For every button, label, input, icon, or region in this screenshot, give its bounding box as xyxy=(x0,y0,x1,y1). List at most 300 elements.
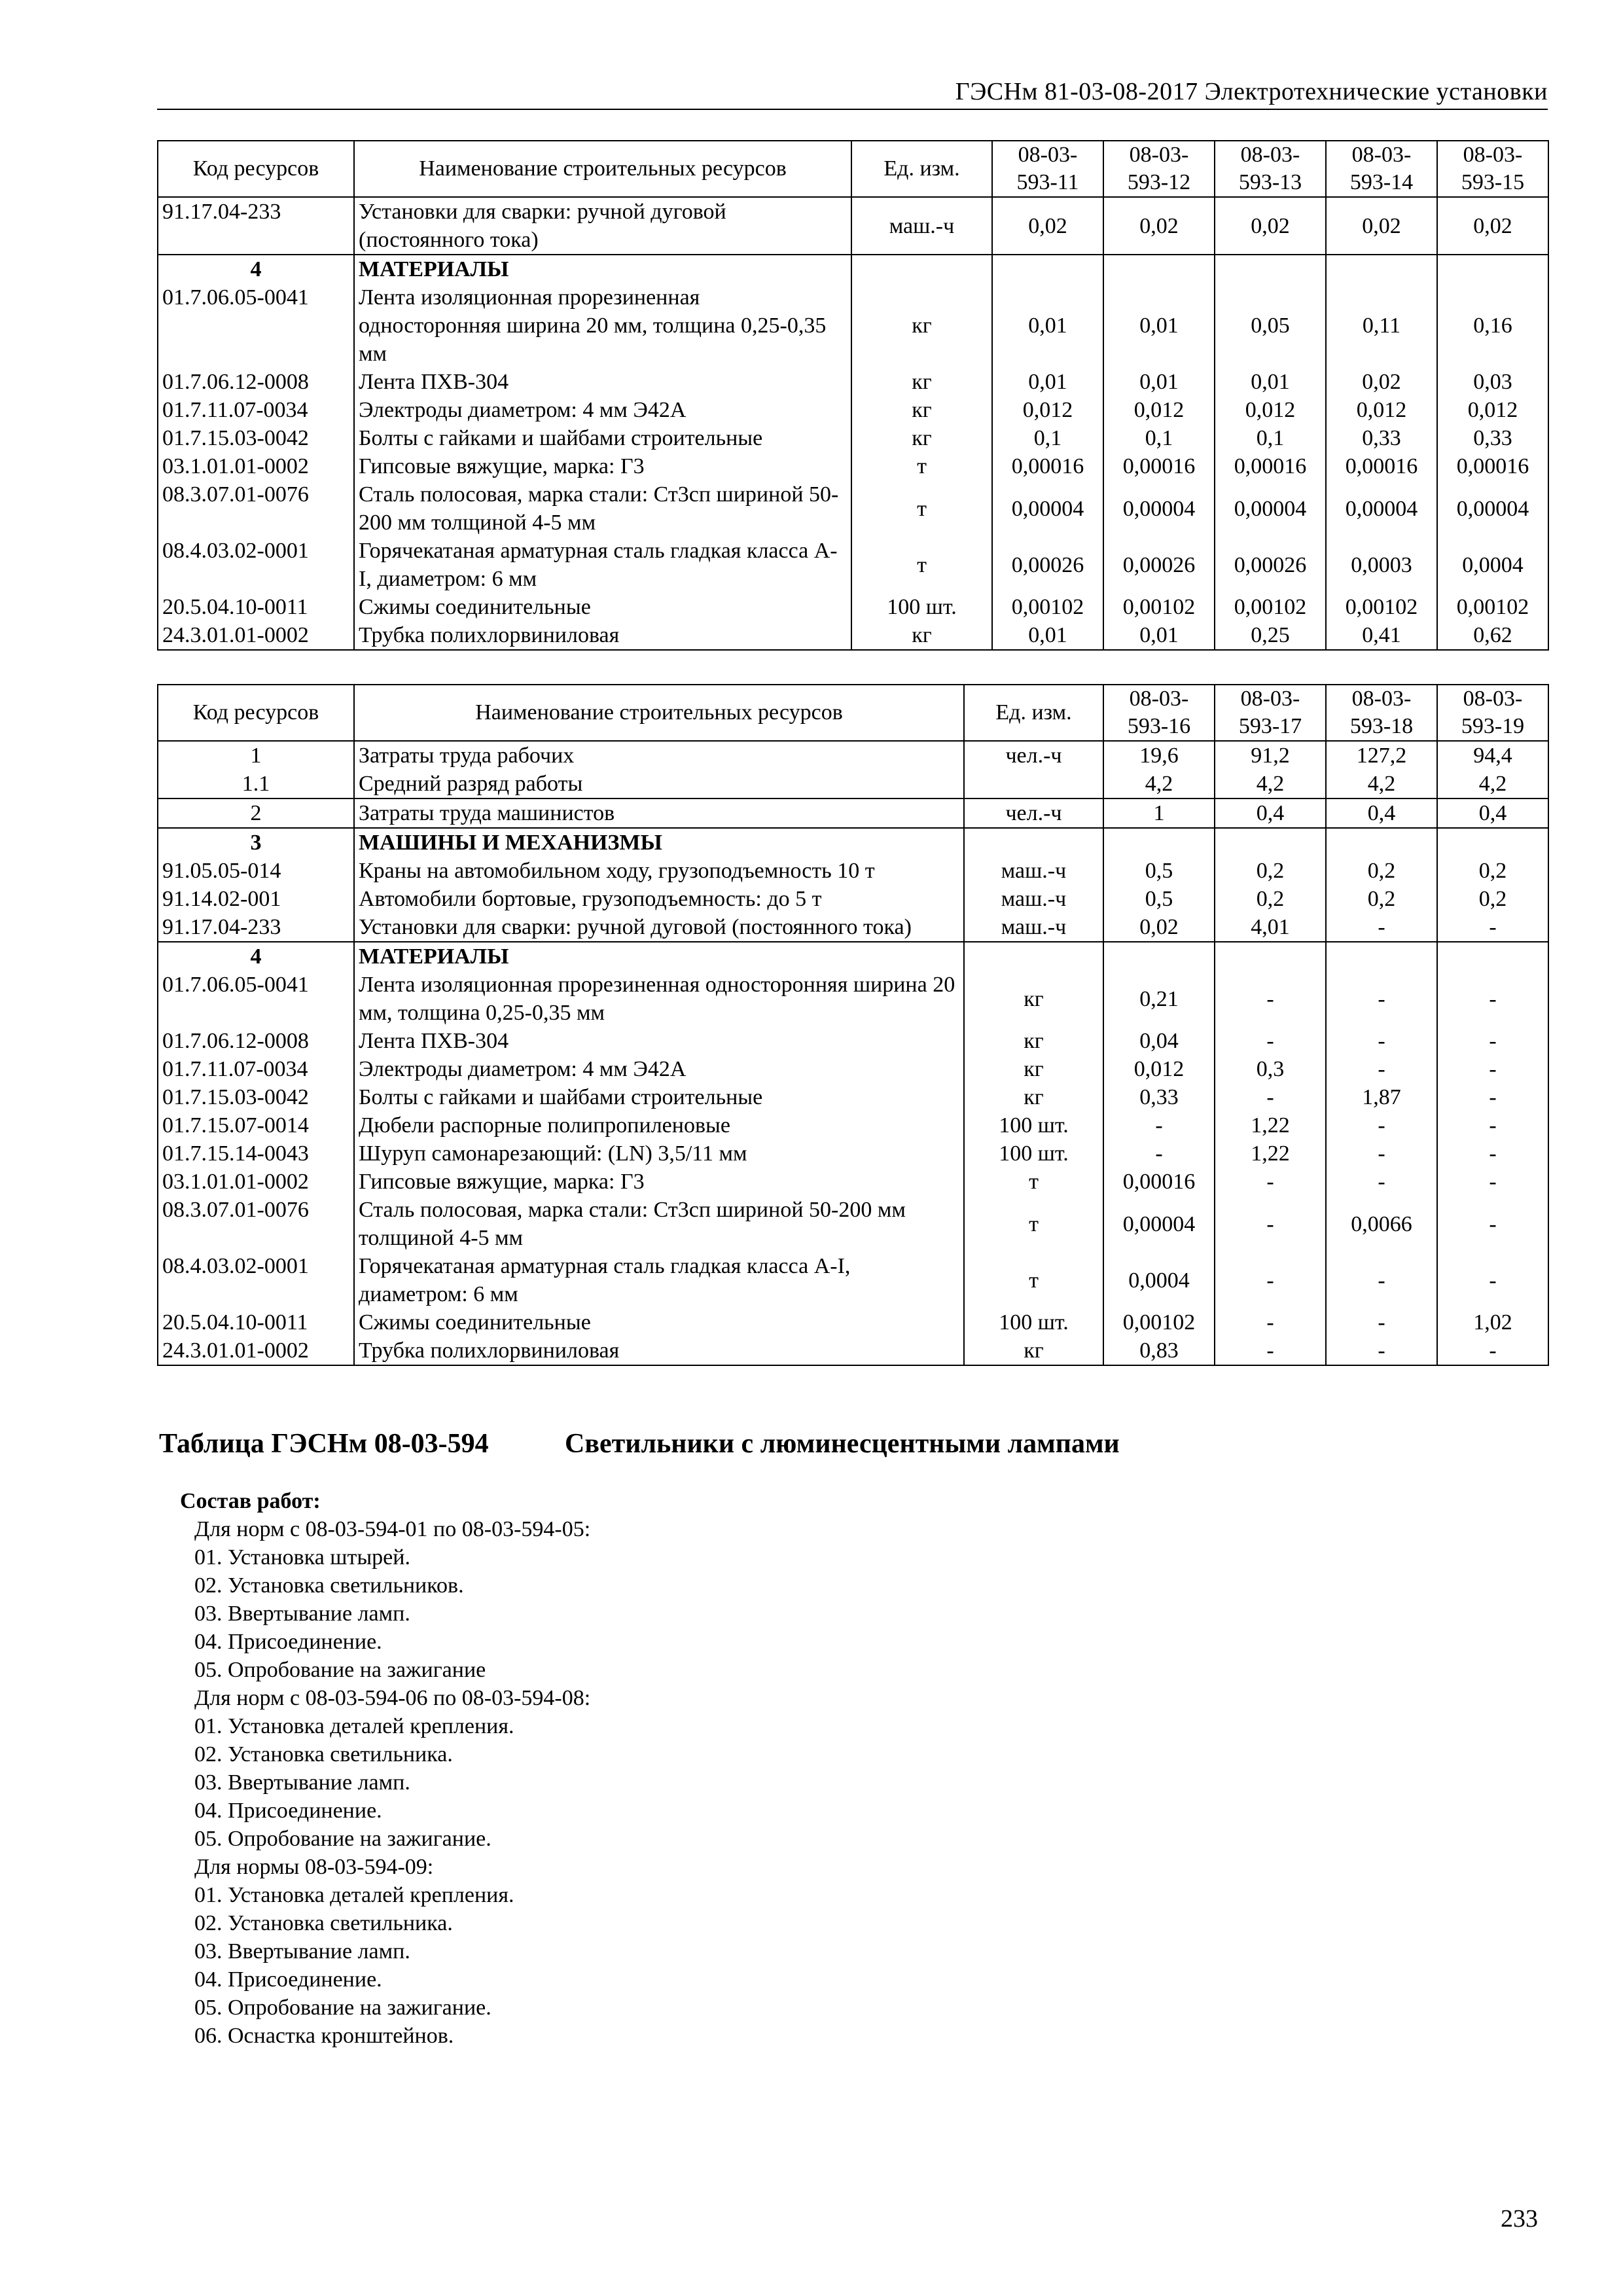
cell-value: - xyxy=(1437,1027,1548,1055)
cell-value: 0,33 xyxy=(1326,424,1437,452)
cell-name: Затраты труда рабочих xyxy=(354,741,964,770)
work-step: 05. Опробование на зажигание. xyxy=(194,1996,491,2020)
cell-value: - xyxy=(1326,1308,1437,1336)
cell-value xyxy=(1215,828,1326,857)
cell-value: 0,01 xyxy=(992,368,1103,396)
table-row xyxy=(158,770,1548,798)
col-header-code: Код ресурсов xyxy=(158,685,354,741)
table-row xyxy=(158,1308,1548,1336)
cell-code: 20.5.04.10-0011 xyxy=(158,1308,354,1336)
cell-value: - xyxy=(1215,1083,1326,1111)
cell-value: 0,012 xyxy=(1215,396,1326,424)
cell-value: - xyxy=(1215,1196,1326,1252)
cell-unit: 100 шт. xyxy=(964,1111,1103,1139)
cell-name: Краны на автомобильном ходу, грузоподъемность 10 т xyxy=(354,857,964,885)
col-header-norm xyxy=(1215,685,1326,741)
col-header-norm xyxy=(1437,141,1548,197)
cell-value: 0,5 xyxy=(1103,885,1215,913)
norm-bottom: 593-15 xyxy=(1461,170,1525,194)
cell-value: - xyxy=(1326,1111,1437,1139)
col-header-name: Наименование строительных ресурсов xyxy=(354,141,851,197)
cell-value: 0,4 xyxy=(1437,798,1548,828)
cell-code: 01.7.06.05-0041 xyxy=(158,283,354,368)
cell-unit: 100 шт. xyxy=(964,1308,1103,1336)
cell-code: 20.5.04.10-0011 xyxy=(158,593,354,621)
cell-value: 0,00016 xyxy=(1215,452,1326,480)
table-row xyxy=(158,1083,1548,1111)
cell-name: Автомобили бортовые, грузоподъемность: до 5 т xyxy=(354,885,964,913)
cell-unit: маш.-ч xyxy=(964,913,1103,942)
cell-value xyxy=(1437,942,1548,971)
cell-unit xyxy=(964,770,1103,798)
cell-code: 08.4.03.02-0001 xyxy=(158,537,354,593)
cell-value: 4,01 xyxy=(1215,913,1326,942)
work-step: 04. Присоединение. xyxy=(194,1967,382,1992)
cell-value: 0,03 xyxy=(1437,368,1548,396)
cell-value: 0,02 xyxy=(992,197,1103,255)
cell-code: 91.14.02-001 xyxy=(158,885,354,913)
cell-unit xyxy=(964,828,1103,857)
work-step: 01. Установка деталей крепления. xyxy=(194,1883,514,1907)
cell-name: Горячекатаная арматурная сталь гладкая класса А-I, диаметром: 6 мм xyxy=(354,537,851,593)
norm-top: 08-03- xyxy=(1129,143,1189,167)
section-heading xyxy=(159,1428,1120,1460)
col-header-code: Код ресурсов xyxy=(158,141,354,197)
cell-name: Сталь полосовая, марка стали: Ст3сп шириной 50-200 мм толщиной 4-5 мм xyxy=(354,480,851,537)
cell-name: МАШИНЫ И МЕХАНИЗМЫ xyxy=(354,828,964,857)
col-header-unit: Ед. изм. xyxy=(851,141,992,197)
cell-value: 0,4 xyxy=(1326,798,1437,828)
cell-value: 0,1 xyxy=(1103,424,1215,452)
cell-code: 08.3.07.01-0076 xyxy=(158,480,354,537)
cell-code: 01.7.15.03-0042 xyxy=(158,1083,354,1111)
cell-value: 4,2 xyxy=(1215,770,1326,798)
table-row xyxy=(158,396,1548,424)
table-row xyxy=(158,283,1548,368)
cell-value: - xyxy=(1437,1139,1548,1168)
cell-value: - xyxy=(1437,1055,1548,1083)
table-row xyxy=(158,1196,1548,1252)
cell-code: 01.7.06.12-0008 xyxy=(158,368,354,396)
cell-name: Горячекатаная арматурная сталь гладкая класса А-I, диаметром: 6 мм xyxy=(354,1252,964,1308)
cell-code: 01.7.11.07-0034 xyxy=(158,396,354,424)
table-row xyxy=(158,1139,1548,1168)
col-header-norm xyxy=(992,141,1103,197)
cell-code: 4 xyxy=(158,255,354,283)
work-step: 03. Ввертывание ламп. xyxy=(194,1770,410,1795)
cell-code: 91.17.04-233 xyxy=(158,913,354,942)
cell-value: 0,41 xyxy=(1326,621,1437,650)
cell-code: 01.7.06.12-0008 xyxy=(158,1027,354,1055)
norm-bottom: 593-14 xyxy=(1349,170,1414,194)
cell-value: - xyxy=(1437,1083,1548,1111)
table-row xyxy=(158,1252,1548,1308)
cell-unit: чел.-ч xyxy=(964,741,1103,770)
cell-code: 1 xyxy=(158,741,354,770)
cell-value: 19,6 xyxy=(1103,741,1215,770)
cell-name: Сжимы соединительные xyxy=(354,593,851,621)
cell-value: 0,01 xyxy=(992,621,1103,650)
cell-value: 0,2 xyxy=(1437,857,1548,885)
cell-value: 0,21 xyxy=(1103,971,1215,1027)
cell-unit: маш.-ч xyxy=(964,885,1103,913)
cell-unit: кг xyxy=(964,1055,1103,1083)
cell-name: Трубка полихлорвиниловая xyxy=(354,1336,964,1365)
work-step: 03. Ввертывание ламп. xyxy=(194,1939,410,1964)
work-step: Для норм с 08-03-594-01 по 08-03-594-05: xyxy=(194,1517,591,1541)
norm-top: 08-03- xyxy=(1463,687,1523,711)
cell-value: 0,01 xyxy=(1103,621,1215,650)
work-step: 05. Опробование на зажигание xyxy=(194,1658,486,1682)
table-row xyxy=(158,537,1548,593)
work-step: 04. Присоединение. xyxy=(194,1630,382,1654)
section-number: Таблица ГЭСНм 08-03-594 xyxy=(159,1429,489,1459)
table-row xyxy=(158,480,1548,537)
cell-unit: кг xyxy=(851,283,992,368)
cell-value: 0,00026 xyxy=(992,537,1103,593)
cell-value: 0,4 xyxy=(1215,798,1326,828)
cell-value: 0,00102 xyxy=(1103,593,1215,621)
cell-value: - xyxy=(1437,1336,1548,1365)
work-step: Для нормы 08-03-594-09: xyxy=(194,1855,434,1879)
section-title: Светильники с люминесцентными лампами xyxy=(565,1429,1120,1459)
cell-value xyxy=(1103,942,1215,971)
works-title: Состав работ: xyxy=(180,1489,321,1513)
cell-value: 0,0003 xyxy=(1326,537,1437,593)
norm-top: 08-03- xyxy=(1240,687,1300,711)
cell-value: 94,4 xyxy=(1437,741,1548,770)
work-composition xyxy=(180,1487,590,2050)
cell-value: - xyxy=(1215,1308,1326,1336)
cell-value: 0,0004 xyxy=(1437,537,1548,593)
cell-code: 2 xyxy=(158,798,354,828)
cell-name: Лента ПХВ-304 xyxy=(354,1027,964,1055)
cell-value: 0,02 xyxy=(1326,368,1437,396)
cell-value: 1,02 xyxy=(1437,1308,1548,1336)
cell-code: 01.7.15.07-0014 xyxy=(158,1111,354,1139)
work-step: 02. Установка светильника. xyxy=(194,1742,453,1767)
table-body xyxy=(158,197,1548,650)
cell-code: 08.4.03.02-0001 xyxy=(158,1252,354,1308)
norm-top: 08-03- xyxy=(1463,143,1523,167)
cell-value: 0,0066 xyxy=(1326,1196,1437,1252)
cell-value: - xyxy=(1215,1168,1326,1196)
cell-value xyxy=(1437,828,1548,857)
norm-bottom: 593-19 xyxy=(1461,714,1525,738)
cell-name: МАТЕРИАЛЫ xyxy=(354,942,964,971)
cell-value: 0,2 xyxy=(1326,857,1437,885)
cell-value: 0,02 xyxy=(1103,197,1215,255)
cell-value: 0,2 xyxy=(1437,885,1548,913)
cell-code: 91.05.05-014 xyxy=(158,857,354,885)
cell-value: 1 xyxy=(1103,798,1215,828)
table-row xyxy=(158,741,1548,770)
cell-name: Шуруп самонарезающий: (LN) 3,5/11 мм xyxy=(354,1139,964,1168)
cell-value: - xyxy=(1103,1139,1215,1168)
work-step: 03. Ввертывание ламп. xyxy=(194,1602,410,1626)
cell-value: 0,02 xyxy=(1103,913,1215,942)
cell-unit: кг xyxy=(964,1027,1103,1055)
cell-name: Средний разряд работы xyxy=(354,770,964,798)
table-row xyxy=(158,1336,1548,1365)
cell-value xyxy=(1326,828,1437,857)
running-header: ГЭСНм 81-03-08-2017 Электротехнические установки xyxy=(955,78,1548,105)
cell-unit: кг xyxy=(964,971,1103,1027)
cell-value: 0,11 xyxy=(1326,283,1437,368)
table-header-row xyxy=(158,141,1548,197)
cell-unit: т xyxy=(851,537,992,593)
cell-value: 0,012 xyxy=(1103,1055,1215,1083)
cell-unit: маш.-ч xyxy=(851,197,992,255)
cell-value: - xyxy=(1326,1055,1437,1083)
cell-value: 0,02 xyxy=(1326,197,1437,255)
cell-code: 91.17.04-233 xyxy=(158,197,354,255)
table-row xyxy=(158,885,1548,913)
cell-code: 03.1.01.01-0002 xyxy=(158,1168,354,1196)
cell-value: 0,62 xyxy=(1437,621,1548,650)
cell-value: 4,2 xyxy=(1103,770,1215,798)
cell-name: Лента ПХВ-304 xyxy=(354,368,851,396)
cell-value: 0,00102 xyxy=(1437,593,1548,621)
cell-code: 08.3.07.01-0076 xyxy=(158,1196,354,1252)
table-row xyxy=(158,1111,1548,1139)
cell-value: - xyxy=(1215,1027,1326,1055)
cell-value: - xyxy=(1215,1252,1326,1308)
cell-value: 0,2 xyxy=(1215,857,1326,885)
cell-name: Электроды диаметром: 4 мм Э42А xyxy=(354,396,851,424)
cell-value xyxy=(1215,255,1326,283)
cell-code: 01.7.15.03-0042 xyxy=(158,424,354,452)
cell-value: 0,00026 xyxy=(1215,537,1326,593)
cell-value: 0,33 xyxy=(1103,1083,1215,1111)
cell-value: 0,00004 xyxy=(992,480,1103,537)
resources-table-2 xyxy=(157,684,1549,1366)
cell-value: 0,5 xyxy=(1103,857,1215,885)
cell-value xyxy=(1215,942,1326,971)
cell-value xyxy=(1326,255,1437,283)
cell-value: 0,00004 xyxy=(1103,1196,1215,1252)
cell-value: - xyxy=(1326,913,1437,942)
cell-value: 0,00016 xyxy=(1103,1168,1215,1196)
cell-unit xyxy=(851,255,992,283)
cell-value: 91,2 xyxy=(1215,741,1326,770)
cell-value: - xyxy=(1437,1111,1548,1139)
cell-value: 0,16 xyxy=(1437,283,1548,368)
cell-value xyxy=(992,255,1103,283)
cell-value: - xyxy=(1326,1027,1437,1055)
cell-value: 0,012 xyxy=(1326,396,1437,424)
work-step: 01. Установка деталей крепления. xyxy=(194,1714,514,1738)
cell-name: Затраты труда машинистов xyxy=(354,798,964,828)
cell-name: Сжимы соединительные xyxy=(354,1308,964,1336)
cell-value: 0,00004 xyxy=(1215,480,1326,537)
cell-name: Болты с гайками и шайбами строительные xyxy=(354,1083,964,1111)
table-row xyxy=(158,197,1548,255)
norm-top: 08-03- xyxy=(1351,687,1412,711)
table-row xyxy=(158,1027,1548,1055)
cell-unit: т xyxy=(964,1196,1103,1252)
cell-value: 0,012 xyxy=(992,396,1103,424)
cell-unit: кг xyxy=(964,1336,1103,1365)
cell-value xyxy=(1326,942,1437,971)
norm-bottom: 593-17 xyxy=(1238,714,1302,738)
table-row xyxy=(158,1055,1548,1083)
col-header-norm xyxy=(1437,685,1548,741)
cell-value: - xyxy=(1215,1336,1326,1365)
header-rule xyxy=(157,109,1548,110)
cell-name: Трубка полихлорвиниловая xyxy=(354,621,851,650)
cell-value: 0,25 xyxy=(1215,621,1326,650)
col-header-norm xyxy=(1103,685,1215,741)
page-number: 233 xyxy=(1501,2205,1538,2233)
table-row xyxy=(158,593,1548,621)
table-row xyxy=(158,452,1548,480)
cell-name: Установки для сварки: ручной дуговой (постоянного тока) xyxy=(354,913,964,942)
cell-value: 0,01 xyxy=(1103,368,1215,396)
resources-table-1 xyxy=(157,140,1549,651)
cell-name: Гипсовые вяжущие, марка: Г3 xyxy=(354,1168,964,1196)
cell-name: МАТЕРИАЛЫ xyxy=(354,255,851,283)
table-row xyxy=(158,971,1548,1027)
table-header-row xyxy=(158,685,1548,741)
cell-name: Электроды диаметром: 4 мм Э42А xyxy=(354,1055,964,1083)
norm-top: 08-03- xyxy=(1351,143,1412,167)
cell-value: 0,00016 xyxy=(1326,452,1437,480)
cell-name: Лента изоляционная прорезиненная односторонняя ширина 20 мм, толщина 0,25-0,35 мм xyxy=(354,283,851,368)
cell-value: 1,22 xyxy=(1215,1111,1326,1139)
cell-value: 0,00102 xyxy=(992,593,1103,621)
table-row xyxy=(158,913,1548,942)
cell-code: 4 xyxy=(158,942,354,971)
cell-value: 0,01 xyxy=(1103,283,1215,368)
cell-value: 0,2 xyxy=(1326,885,1437,913)
cell-unit: кг xyxy=(964,1083,1103,1111)
cell-value: 0,012 xyxy=(1103,396,1215,424)
work-step: 06. Оснастка кронштейнов. xyxy=(194,2024,454,2048)
cell-value: - xyxy=(1103,1111,1215,1139)
cell-code: 3 xyxy=(158,828,354,857)
cell-value: - xyxy=(1437,971,1548,1027)
cell-code: 1.1 xyxy=(158,770,354,798)
cell-unit: т xyxy=(851,480,992,537)
cell-value xyxy=(1437,255,1548,283)
cell-value: 0,05 xyxy=(1215,283,1326,368)
cell-value: - xyxy=(1437,1196,1548,1252)
cell-value: - xyxy=(1437,1168,1548,1196)
col-header-norm xyxy=(1326,141,1437,197)
cell-unit: кг xyxy=(851,621,992,650)
col-header-norm xyxy=(1215,141,1326,197)
work-step: 02. Установка светильника. xyxy=(194,1911,453,1935)
cell-unit: т xyxy=(964,1252,1103,1308)
cell-value: - xyxy=(1437,913,1548,942)
cell-value: 0,00004 xyxy=(1326,480,1437,537)
cell-name: Установки для сварки: ручной дуговой (постоянного тока) xyxy=(354,197,851,255)
cell-value: - xyxy=(1326,1252,1437,1308)
cell-code: 24.3.01.01-0002 xyxy=(158,621,354,650)
cell-name: Болты с гайками и шайбами строительные xyxy=(354,424,851,452)
cell-name: Сталь полосовая, марка стали: Ст3сп шириной 50-200 мм толщиной 4-5 мм xyxy=(354,1196,964,1252)
table-row xyxy=(158,424,1548,452)
cell-value xyxy=(1103,255,1215,283)
table-row xyxy=(158,798,1548,828)
norm-bottom: 593-13 xyxy=(1238,170,1302,194)
cell-code: 01.7.11.07-0034 xyxy=(158,1055,354,1083)
cell-value: 0,00016 xyxy=(1437,452,1548,480)
cell-value: 0,1 xyxy=(1215,424,1326,452)
cell-unit: 100 шт. xyxy=(851,593,992,621)
cell-unit xyxy=(964,942,1103,971)
cell-value: 0,00004 xyxy=(1103,480,1215,537)
cell-name: Лента изоляционная прорезиненная односторонняя ширина 20 мм, толщина 0,25-0,35 мм xyxy=(354,971,964,1027)
cell-value: 0,00016 xyxy=(992,452,1103,480)
cell-unit: чел.-ч xyxy=(964,798,1103,828)
col-header-norm xyxy=(1103,141,1215,197)
cell-value: 0,83 xyxy=(1103,1336,1215,1365)
section-row xyxy=(158,828,1548,857)
cell-value: - xyxy=(1326,971,1437,1027)
table-row xyxy=(158,857,1548,885)
cell-unit: кг xyxy=(851,368,992,396)
cell-value: 0,1 xyxy=(992,424,1103,452)
cell-value: 0,04 xyxy=(1103,1027,1215,1055)
cell-value: 4,2 xyxy=(1326,770,1437,798)
table-row xyxy=(158,621,1548,650)
cell-value: 0,02 xyxy=(1437,197,1548,255)
cell-unit: кг xyxy=(851,424,992,452)
cell-value: 0,02 xyxy=(1215,197,1326,255)
cell-value: 0,01 xyxy=(992,283,1103,368)
work-step: Для норм с 08-03-594-06 по 08-03-594-08: xyxy=(194,1686,591,1710)
cell-unit: т xyxy=(851,452,992,480)
cell-value: 0,00026 xyxy=(1103,537,1215,593)
work-step: 02. Установка светильников. xyxy=(194,1573,464,1598)
section-row xyxy=(158,942,1548,971)
col-header-norm xyxy=(1326,685,1437,741)
cell-unit: маш.-ч xyxy=(964,857,1103,885)
cell-value: 0,2 xyxy=(1215,885,1326,913)
norm-top: 08-03- xyxy=(1240,143,1300,167)
cell-value: - xyxy=(1326,1168,1437,1196)
cell-code: 24.3.01.01-0002 xyxy=(158,1336,354,1365)
cell-code: 01.7.06.05-0041 xyxy=(158,971,354,1027)
cell-value: - xyxy=(1437,1252,1548,1308)
cell-value: 0,01 xyxy=(1215,368,1326,396)
table-row xyxy=(158,368,1548,396)
norm-bottom: 593-11 xyxy=(1016,170,1079,194)
col-header-name: Наименование строительных ресурсов xyxy=(354,685,964,741)
cell-value: - xyxy=(1326,1336,1437,1365)
cell-value xyxy=(1103,828,1215,857)
norm-bottom: 593-16 xyxy=(1127,714,1191,738)
cell-value: 1,22 xyxy=(1215,1139,1326,1168)
cell-unit: кг xyxy=(851,396,992,424)
col-header-unit: Ед. изм. xyxy=(964,685,1103,741)
cell-value: 4,2 xyxy=(1437,770,1548,798)
cell-value: 0,00016 xyxy=(1103,452,1215,480)
work-step: 04. Присоединение. xyxy=(194,1799,382,1823)
cell-value: 1,87 xyxy=(1326,1083,1437,1111)
norm-bottom: 593-18 xyxy=(1349,714,1414,738)
cell-value: - xyxy=(1215,971,1326,1027)
cell-unit: т xyxy=(964,1168,1103,1196)
table-row xyxy=(158,1168,1548,1196)
work-step: 01. Установка штырей. xyxy=(194,1545,410,1570)
cell-code: 03.1.01.01-0002 xyxy=(158,452,354,480)
cell-value: 0,33 xyxy=(1437,424,1548,452)
cell-value: 0,00102 xyxy=(1215,593,1326,621)
cell-unit: 100 шт. xyxy=(964,1139,1103,1168)
